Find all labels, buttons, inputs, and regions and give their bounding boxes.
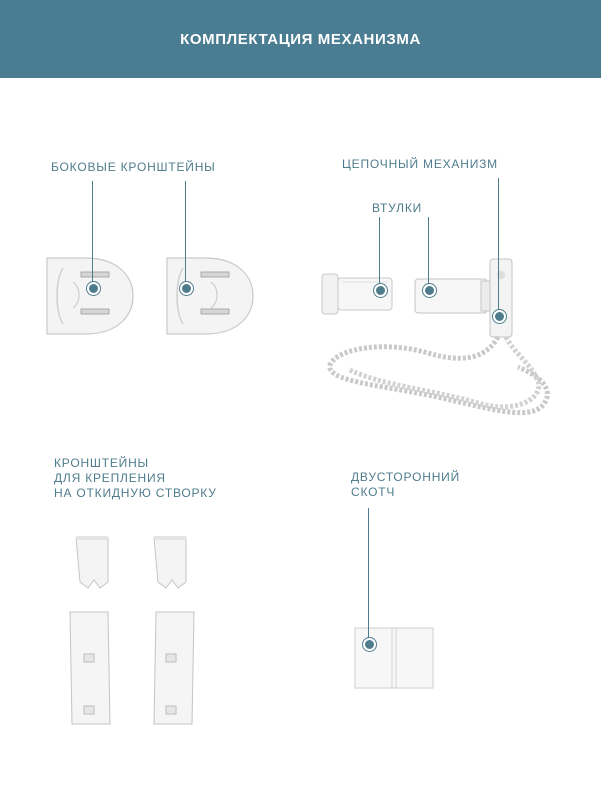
marker-dot-bushing-2 xyxy=(423,284,436,297)
marker-dot-side-right xyxy=(180,282,193,295)
header-bar xyxy=(0,0,601,78)
marker-dot-tape xyxy=(363,638,376,651)
label-sash-brackets xyxy=(54,456,217,501)
side-bracket-right-image xyxy=(165,256,255,336)
label-chain-mechanism: ЦЕПОЧНЫЙ МЕХАНИЗМ xyxy=(342,157,498,171)
label-sash-brackets-line-2: ДЛЯ КРЕПЛЕНИЯ xyxy=(54,471,166,485)
sash-brackets-image xyxy=(60,530,200,730)
page-title: КОМПЛЕКТАЦИЯ МЕХАНИЗМА xyxy=(180,30,421,48)
leader-line-bushing-1 xyxy=(379,217,380,288)
label-sash-brackets-line-3: НА ОТКИДНУЮ СТВОРКУ xyxy=(54,486,217,500)
marker-dot-bushing-1 xyxy=(374,284,387,297)
leader-line-side-left xyxy=(92,181,93,286)
leader-line-bushing-2 xyxy=(428,217,429,288)
leader-line-chain xyxy=(498,178,499,314)
marker-dot-chain xyxy=(493,310,506,323)
label-side-brackets: БОКОВЫЕ КРОНШТЕЙНЫ xyxy=(51,160,216,174)
label-tape-line-2: СКОТЧ xyxy=(351,485,396,499)
chain-mechanism-image xyxy=(318,255,558,425)
side-bracket-left-image xyxy=(45,256,135,336)
label-tape-line-1: ДВУСТОРОННИЙ xyxy=(351,470,461,484)
marker-dot-side-left xyxy=(87,282,100,295)
label-tape xyxy=(351,470,460,500)
leader-line-side-right xyxy=(185,181,186,286)
label-sash-brackets-line-1: КРОНШТЕЙНЫ xyxy=(54,456,149,470)
label-bushings: ВТУЛКИ xyxy=(372,201,423,215)
tape-image xyxy=(354,627,436,691)
leader-line-tape xyxy=(368,508,369,640)
